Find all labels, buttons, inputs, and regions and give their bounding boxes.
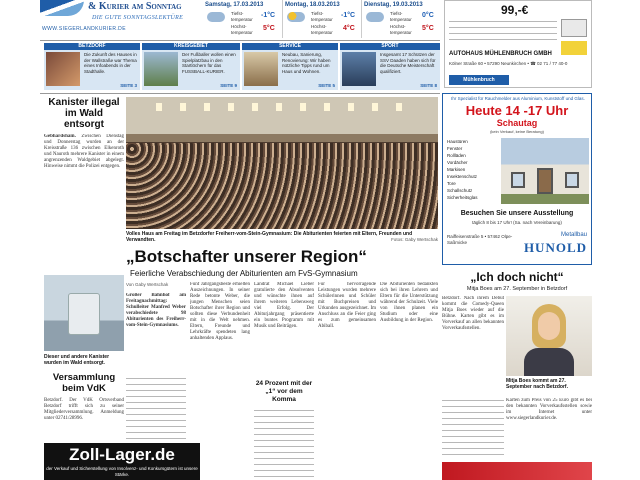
section-ref: SEITE 5 [318, 83, 335, 88]
weather-date: Dienstag, 19.03.2013 [364, 2, 423, 8]
kanister-photo [44, 275, 124, 351]
hunold-ad-item: Tore [447, 181, 456, 186]
hunold-ad-item: Vordächer [447, 160, 468, 165]
car-ad-address: Kölner Straße 60 • 57290 Neunkirchen • ☎ 02 71 / 77 40-0 [449, 61, 568, 66]
weather-high: 4°C [343, 25, 355, 32]
masthead-subtitle: & Kurier am Sonntag [88, 1, 182, 12]
bottom-ad-strip [442, 462, 592, 480]
weather-low-label: Tiefst-temperatur [390, 11, 412, 22]
canister-icon [68, 293, 100, 335]
main-story-headline: „Botschafter unserer Region“ [126, 247, 367, 266]
left-story-headline-2: Versammlung beim VdK [52, 372, 116, 394]
graduation-photo [126, 97, 438, 229]
hunold-ad-subhead: Schautag [496, 118, 538, 128]
section-photo [46, 52, 80, 86]
main-story-col3 [254, 282, 314, 480]
zoll-lager-line: der Verkauf und Sicherstellung von Insolvenz- und Konkursgütern ist unsere Stärke. [46, 466, 198, 477]
section-teaser-service[interactable] [242, 43, 338, 90]
weather-high-label: Höchst-temperatur [311, 24, 333, 35]
hunold-ad-headline: Heute 14 -17 Uhr [465, 103, 569, 118]
weather-low-label: Tiefst-temperatur [231, 11, 253, 22]
house-photo [501, 138, 589, 204]
weather-low: -1°C [341, 12, 356, 19]
section-photo [342, 52, 376, 86]
hunold-ad-top: Ihr Spezialist für Rauchmelder aus Aluminium, Kunststoff und Glas. [451, 96, 585, 101]
hall-lights [156, 103, 406, 111]
hunold-ad-note: (kein Verkauf, keine Beratung) [490, 129, 544, 134]
divider [40, 40, 440, 41]
main-story-byline: Von Gaby Wertschak [126, 282, 169, 287]
left-story-headline: Kanister illegal im Wald entsorgt [48, 97, 120, 130]
hunold-ad-brand-sub: Metallbau [560, 232, 587, 238]
right-story-body-2: Karten zum Preis von 25 Euro gibt es bei den bekannten Vorverkaufsstellen sowie im Internet unter www.siegerlandkurier.de. [506, 398, 592, 421]
section-text: Der Fußballer wollen einen Spielplatzbau in den Startlöchern für das FUSSBALL-KURIER. [182, 52, 236, 74]
hunold-ad-item: Insektenschutz [447, 174, 478, 179]
section-teaser-kreisgebiet[interactable] [142, 43, 240, 90]
divider [40, 93, 440, 94]
cloud-icon [207, 12, 225, 22]
hunold-ad-footer1: Besuchen Sie unsere Ausstellung [460, 210, 574, 217]
right-story-subhead: Mitja Boes am 27. September in Betzdorf [466, 286, 568, 292]
sun-cloud-icon [287, 12, 305, 22]
weather-low: 0°C [422, 12, 434, 19]
door-icon [537, 168, 553, 194]
car-ad-logo: Mühlenbruch [449, 75, 509, 85]
weather-low: -1°C [261, 12, 276, 19]
window-icon [511, 172, 525, 188]
right-story-text [442, 398, 504, 458]
left-story-body-2: Betzdorf. Der VdK Ortsverband Betzdorf trifft sich zu seiner Mitgliederversammlung. Anmeldung unter 02741/28996. [44, 398, 124, 421]
section-photo [144, 52, 178, 86]
left-story-body [44, 134, 124, 280]
photo-caption: Volles Haus am Freitag im Betzdorfer Freiherr-vom-Stein-Gymnasium: Die Abiturienten feierten mit Eltern, Freunden und Verwandten. [126, 231, 413, 243]
hunold-ad-list [447, 138, 497, 201]
masthead-url[interactable]: WWW.SIEGERLANDKURIER.DE [42, 26, 126, 32]
masthead-slogan: DIE GUTE SONNTAGSLEKTÜRE [92, 15, 184, 21]
section-tab: BETZDORF [44, 43, 140, 50]
section-ref: SEITE 3 [120, 83, 137, 88]
hunold-ad-item: Schallschutz [447, 188, 473, 193]
hunold-ad-brand: HUNOLD [523, 240, 587, 255]
main-story-text: Landrat Michael Lieber gratulierte den Absolventen und wünschte ihnen auf ihrem weiteren Lebensweg viel Erfolg. Der Abiturjahrgang präsentierte ein buntes Programm mit Musik und Beiträgen. [254, 282, 314, 329]
right-story-headline: „Ich doch nicht“ [470, 270, 564, 284]
main-story-col4: Für hervorragende Leistungen wurden mehrere Schülerinnen und Schüler mit Buchpreisen und Urkunden ausgezeichnet. Im Anschluss an die Feier ging es zum gemeinsamen Abiball. [318, 282, 376, 329]
section-tab: SERVICE [242, 43, 338, 50]
section-photo [244, 52, 278, 86]
weather-day [203, 0, 281, 38]
hunold-ad-item: Rollläden [447, 153, 466, 158]
weather-high-label: Höchst-temperatur [231, 24, 253, 35]
mitja-boes-caption: Mitja Boes kommt am 27. September nach Betzdorf. [506, 378, 568, 390]
section-teaser-betzdorf[interactable] [44, 43, 140, 90]
portrait-face [538, 312, 560, 340]
left-story-dateline: Gebhardshain. [44, 134, 76, 139]
main-story-subhead: Feierliche Verabschiedung der Abiturienten am FvS-Gymnasium [130, 269, 358, 278]
section-teaser-sport[interactable] [340, 43, 440, 90]
main-story-sidebar-head: 24 Prozent mit der „1“ vor dem Komma [255, 380, 313, 403]
section-text: Neubau, Sanierung, Renovierung: Wir haben nützliche Tipps rund um Haus und Wohnen. [282, 52, 331, 74]
masthead [40, 0, 202, 38]
right-story-body: Betzdorf. Nach ihrem Debüt kommt die Comedy-Queen Mitja Boes wieder auf die Bühne. Karten gibt es im Vorverkauf an allen bekannten Vorverkaufsstellen. [442, 296, 504, 331]
weather-day [282, 0, 360, 38]
weather-high: 5°C [422, 25, 434, 32]
portrait-body [524, 348, 574, 376]
car-logo-icon [561, 41, 587, 55]
hunold-ad-item: Sicherheitsglas [447, 195, 478, 200]
hunold-ad-item: Haustüren [447, 139, 468, 144]
car-ad-fineprint [449, 19, 557, 45]
car-dealer-ad[interactable] [444, 0, 592, 88]
section-text: Insgesamt 17 Schützen der SSV Daaden haben sich für die Deutsche Meisterschaft qualifiziert. [380, 52, 436, 74]
section-tab: KREISGEBIET [142, 43, 240, 50]
weather-date: Samstag, 17.03.2013 [205, 2, 264, 8]
section-text: Die Zukunft des Hauses in der Wallstraße war Thema eines Infoabends in der Stadthalle. [84, 52, 137, 74]
weather-date: Montag, 18.03.2013 [285, 2, 340, 8]
hunold-ad-item: Markisen [447, 167, 466, 172]
weather-high-label: Höchst-temperatur [390, 24, 412, 35]
window-icon [565, 172, 579, 188]
hunold-ad-item: Fenster [447, 146, 463, 151]
masthead-logo-swoosh-icon [40, 0, 84, 16]
hunold-ad-footer2: täglich 8 bis 17 Uhr! (Sa. nach Vereinbarung) [472, 220, 562, 225]
zoll-lager-ad[interactable] [44, 443, 200, 480]
section-ref: SEITE 9 [220, 83, 237, 88]
main-story-col5: Die Abiturienten bedankten sich bei ihren Lehrern und Eltern für die Unterstützung während der Schulzeit. Viele von ihnen planen ein Studium oder eine Ausbildung in der Region. [380, 282, 438, 323]
main-story-lead: Großer Bahnhof am Freitagnachmittag: Schulleiter Manfred Weber verabschiedete 98 Abiturienten des Freiherr-vom-Stein-Gymnasiums. [126, 293, 186, 328]
cloud-icon [366, 12, 384, 22]
main-story-col2: Fünf Jahrgangsbeste erhielten Auszeichnungen. In seiner Rede betonte Weber, die jungen Menschen seien Botschafter ihrer Region und sollten diese Verbundenheit mit in die Welt nehmen. Eltern, Freunde und Lehrkräfte spendeten lang anhaltenden Applaus. [190, 282, 250, 341]
car-ad-brand: AUTOHAUS MÜHLENBRUCH GMBH [449, 51, 552, 57]
weather-low-label: Tiefst-temperatur [311, 11, 333, 22]
weather-high: 5°C [263, 25, 275, 32]
section-tab: SPORT [340, 43, 440, 50]
left-story [44, 97, 124, 480]
crowd-rows [126, 143, 438, 229]
section-ref: SEITE 8 [420, 83, 437, 88]
weather-day [361, 0, 440, 38]
left-story-text: Zwischen Dienstag und Donnerstag wurden an der Kreisstraße 136 zwischen Elkenroth und Nauroth mehrere Kanister in einem angrenzenden Waldgebiet abgelegt. Hinweise nimmt die Polizei entgegen. [44, 134, 124, 169]
main-story-text [254, 408, 314, 478]
mitja-boes-photo [506, 296, 592, 376]
car-logo-icon [561, 19, 587, 37]
hunold-ad-address: Raiffeisenstraße 5 • 57462 Olpe-Saßmicke [447, 234, 513, 245]
photo-credit: Fotos: Gaby Wertschak [391, 237, 438, 242]
kanister-caption: Dieser und andere Kanister wurden im Wald entsorgt. [44, 354, 110, 366]
hunold-ad[interactable] [442, 93, 592, 265]
car-ad-price: 99,-€ [501, 3, 529, 17]
zoll-lager-title: Zoll-Lager.de [69, 445, 175, 464]
weather-panel [203, 0, 440, 38]
